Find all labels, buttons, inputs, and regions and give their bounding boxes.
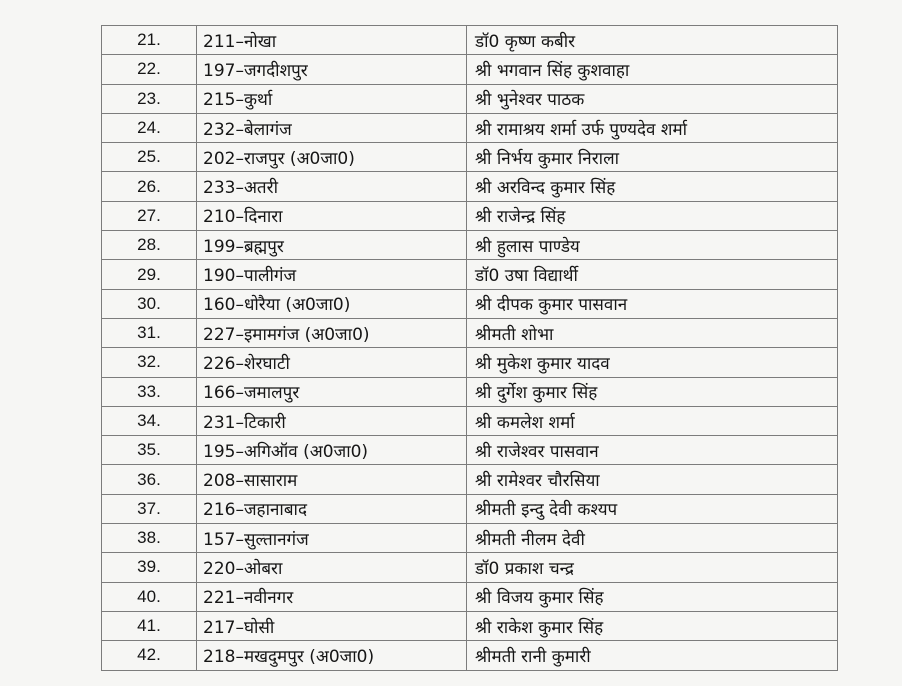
constituency-cell: 208–सासाराम	[197, 465, 467, 494]
candidate-name-cell: श्री विजय कुमार सिंह	[467, 582, 838, 611]
serial-number-cell: 25.	[102, 143, 197, 172]
candidate-name-cell: श्रीमती इन्दु देवी कश्यप	[467, 494, 838, 523]
serial-number-cell: 23.	[102, 84, 197, 113]
constituency-cell: 166–जमालपुर	[197, 377, 467, 406]
table-row	[102, 494, 838, 523]
serial-number-cell: 26.	[102, 172, 197, 201]
table-row	[102, 348, 838, 377]
table-row	[102, 289, 838, 318]
serial-number-cell: 29.	[102, 260, 197, 289]
candidate-name-cell: श्री राजेश्वर पासवान	[467, 436, 838, 465]
table-row	[102, 582, 838, 611]
table-row	[102, 465, 838, 494]
serial-number-cell: 30.	[102, 289, 197, 318]
table-row	[102, 26, 838, 55]
constituency-cell: 211–नोखा	[197, 26, 467, 55]
candidate-name-cell: श्री रामेश्वर चौरसिया	[467, 465, 838, 494]
candidate-name-cell: श्री निर्भय कुमार निराला	[467, 143, 838, 172]
serial-number-cell: 34.	[102, 406, 197, 435]
serial-number-cell: 33.	[102, 377, 197, 406]
serial-number-cell: 32.	[102, 348, 197, 377]
constituency-cell: 160–धोरैया (अ0जा0)	[197, 289, 467, 318]
constituency-cell: 217–घोसी	[197, 611, 467, 640]
candidate-list-table	[101, 25, 838, 671]
candidate-name-cell: श्री हुलास पाण्डेय	[467, 231, 838, 260]
table-row	[102, 231, 838, 260]
table-row	[102, 113, 838, 142]
serial-number-cell: 42.	[102, 641, 197, 670]
serial-number-cell: 21.	[102, 26, 197, 55]
constituency-cell: 202–राजपुर (अ0जा0)	[197, 143, 467, 172]
table-row	[102, 406, 838, 435]
constituency-cell: 216–जहानाबाद	[197, 494, 467, 523]
serial-number-cell: 22.	[102, 55, 197, 84]
constituency-cell: 227–इमामगंज (अ0जा0)	[197, 318, 467, 347]
table-row	[102, 172, 838, 201]
table-row	[102, 611, 838, 640]
serial-number-cell: 31.	[102, 318, 197, 347]
table-body	[102, 26, 838, 671]
candidate-name-cell: श्रीमती रानी कुमारी	[467, 641, 838, 670]
candidate-name-cell: श्री अरविन्द कुमार सिंह	[467, 172, 838, 201]
table-row	[102, 641, 838, 670]
serial-number-cell: 41.	[102, 611, 197, 640]
candidate-name-cell: डॉ0 प्रकाश चन्द्र	[467, 553, 838, 582]
table-row	[102, 318, 838, 347]
constituency-cell: 226–शेरघाटी	[197, 348, 467, 377]
candidate-name-cell: श्री दुर्गेश कुमार सिंह	[467, 377, 838, 406]
candidate-name-cell: श्री रामाश्रय शर्मा उर्फ पुण्यदेव शर्मा	[467, 113, 838, 142]
constituency-cell: 221–नवीनगर	[197, 582, 467, 611]
candidate-name-cell: श्री कमलेश शर्मा	[467, 406, 838, 435]
serial-number-cell: 40.	[102, 582, 197, 611]
candidate-name-cell: श्री भगवान सिंह कुशवाहा	[467, 55, 838, 84]
constituency-cell: 218–मखदुमपुर (अ0जा0)	[197, 641, 467, 670]
table-row	[102, 436, 838, 465]
constituency-cell: 215–कुर्था	[197, 84, 467, 113]
serial-number-cell: 27.	[102, 201, 197, 230]
table-row	[102, 260, 838, 289]
serial-number-cell: 28.	[102, 231, 197, 260]
candidate-name-cell: श्री मुकेश कुमार यादव	[467, 348, 838, 377]
table-row	[102, 377, 838, 406]
serial-number-cell: 24.	[102, 113, 197, 142]
serial-number-cell: 36.	[102, 465, 197, 494]
serial-number-cell: 38.	[102, 524, 197, 553]
constituency-cell: 197–जगदीशपुर	[197, 55, 467, 84]
serial-number-cell: 37.	[102, 494, 197, 523]
constituency-cell: 190–पालीगंज	[197, 260, 467, 289]
table-row	[102, 84, 838, 113]
candidate-name-cell: डॉ0 कृष्ण कबीर	[467, 26, 838, 55]
serial-number-cell: 35.	[102, 436, 197, 465]
candidate-name-cell: श्रीमती शोभा	[467, 318, 838, 347]
constituency-cell: 199–ब्रह्मपुर	[197, 231, 467, 260]
serial-number-cell: 39.	[102, 553, 197, 582]
candidate-name-cell: श्री राजेन्द्र सिंह	[467, 201, 838, 230]
candidate-name-cell: डॉ0 उषा विद्यार्थी	[467, 260, 838, 289]
table-row	[102, 143, 838, 172]
constituency-cell: 220–ओबरा	[197, 553, 467, 582]
constituency-cell: 231–टिकारी	[197, 406, 467, 435]
constituency-cell: 210–दिनारा	[197, 201, 467, 230]
candidate-name-cell: श्री राकेश कुमार सिंह	[467, 611, 838, 640]
constituency-cell: 233–अतरी	[197, 172, 467, 201]
candidate-name-cell: श्री दीपक कुमार पासवान	[467, 289, 838, 318]
constituency-cell: 232–बेलागंज	[197, 113, 467, 142]
constituency-cell: 195–अगिऑव (अ0जा0)	[197, 436, 467, 465]
table-row	[102, 55, 838, 84]
candidate-name-cell: श्री भुनेश्वर पाठक	[467, 84, 838, 113]
candidate-name-cell: श्रीमती नीलम देवी	[467, 524, 838, 553]
table-row	[102, 524, 838, 553]
table-row	[102, 201, 838, 230]
table-row	[102, 553, 838, 582]
constituency-cell: 157–सुल्तानगंज	[197, 524, 467, 553]
